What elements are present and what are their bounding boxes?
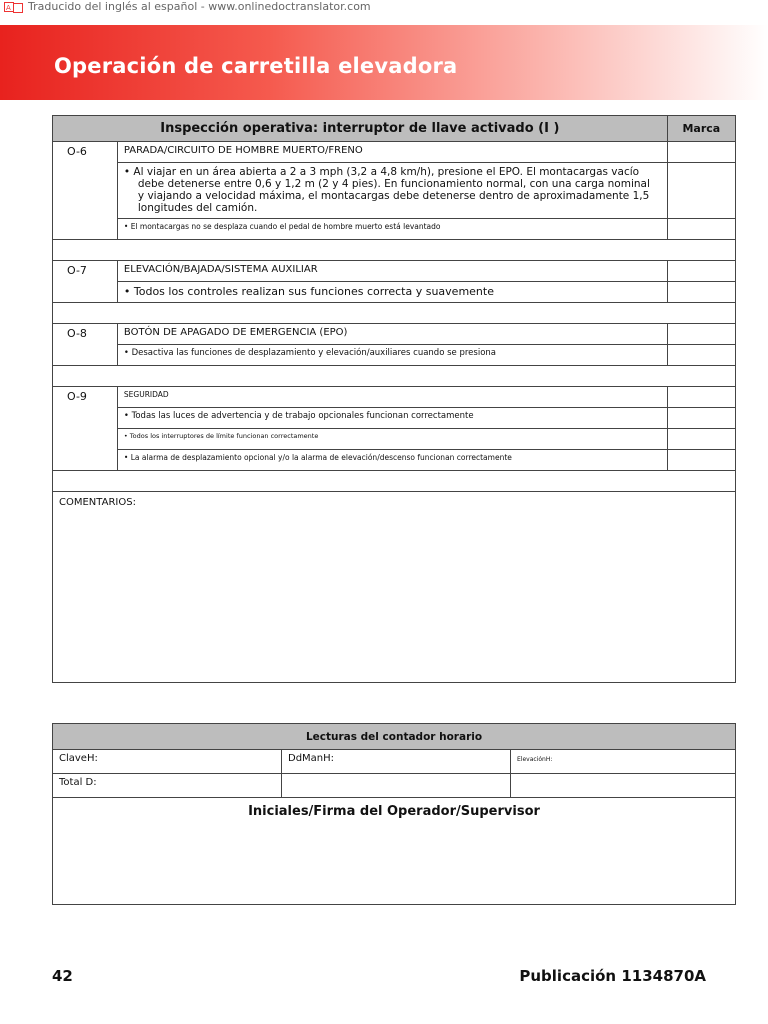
mark-cell[interactable] [667,142,735,163]
signature-label: Iniciales/Firma del Operador/Supervisor [248,804,540,819]
mark-cell[interactable] [667,345,735,366]
mark-cell[interactable] [667,429,735,450]
svg-text:A: A [6,4,11,12]
total-label: Total D: [59,777,97,788]
section-title: PARADA/CIRCUITO DE HOMBRE MUERTO/FRENO [117,142,667,163]
translator-link[interactable]: Traducido del inglés al español - www.onlinedoctranslator.com [28,0,371,13]
section-code: O-8 [53,324,118,366]
publication-number: Publicación 1134870A [519,967,706,985]
comments-label: COMENTARIOS: [59,497,136,508]
signature-field[interactable] [53,798,736,905]
spacer-row [53,303,736,324]
mark-header: Marca [667,116,735,142]
empty-cell[interactable] [511,774,736,798]
page-number: 42 [52,967,73,985]
section-code: O-7 [53,261,118,303]
section-title: BOTÓN DE APAGADO DE EMERGENCIA (EPO) [117,324,667,345]
translate-icon [4,2,24,13]
mark-cell[interactable] [667,219,735,240]
section-title: SEGURIDAD [117,387,667,408]
drive-hours-label: DdManH: [288,753,335,764]
section-code: O-9 [53,387,118,471]
inspection-table [52,115,736,683]
item-line: debe detenerse entre 0,6 y 1,2 m (2 y 4 pies). En funcionamiento normal, con una carga nominal [137,178,650,190]
empty-cell[interactable] [282,774,511,798]
drive-hours-field[interactable] [282,750,511,774]
mark-cell[interactable] [667,282,735,303]
item-line: y viajando a velocidad máxima, el montacargas debe detenerse dentro de aproximadamente 1,5 [137,190,650,202]
mark-cell[interactable] [667,261,735,282]
mark-cell[interactable] [667,387,735,408]
mark-cell[interactable] [667,408,735,429]
list-item: • Desactiva las funciones de desplazamiento y elevación/auxiliares cuando se presiona [117,345,667,366]
comments-field[interactable] [53,492,736,683]
list-item: • El montacargas no se desplaza cuando el pedal de hombre muerto está levantado [117,219,667,240]
list-item [117,163,667,219]
list-item: • Todos los controles realizan sus funciones correcta y suavemente [117,282,667,303]
header-banner [0,25,768,100]
mark-cell[interactable] [667,324,735,345]
list-item: • Todas las luces de advertencia y de trabajo opcionales funcionan correctamente [117,408,667,429]
section-code: O-6 [53,142,118,240]
lift-hours-label: ElevaciónH: [517,756,553,763]
spacer-row [53,366,736,387]
lift-hours-field[interactable] [511,750,736,774]
page-title: Operación de carretilla elevadora [54,54,458,78]
item-line: longitudes del camión. [137,202,258,214]
list-item: • Todos los interruptores de límite funcionan correctamente [117,429,667,450]
key-hours-field[interactable] [53,750,282,774]
key-hours-label: ClaveH: [59,753,98,764]
section-title: ELEVACIÓN/BAJADA/SISTEMA AUXILIAR [117,261,667,282]
translator-bar [0,0,768,15]
hour-meter-header: Lecturas del contador horario [53,724,736,750]
hour-meter-table [52,723,736,905]
inspection-header: Inspección operativa: interruptor de llave activado (I ) [53,116,668,142]
total-field[interactable] [53,774,282,798]
list-item: • La alarma de desplazamiento opcional y/o la alarma de elevación/descenso funcionan correctamente [117,450,667,471]
spacer-row [53,240,736,261]
spacer-row [53,471,736,492]
item-line: • Al viajar en un área abierta a 2 a 3 mph (3,2 a 4,8 km/h), presione el EPO. El montacargas vacío [123,166,640,178]
mark-cell[interactable] [667,450,735,471]
mark-cell[interactable] [667,163,735,219]
